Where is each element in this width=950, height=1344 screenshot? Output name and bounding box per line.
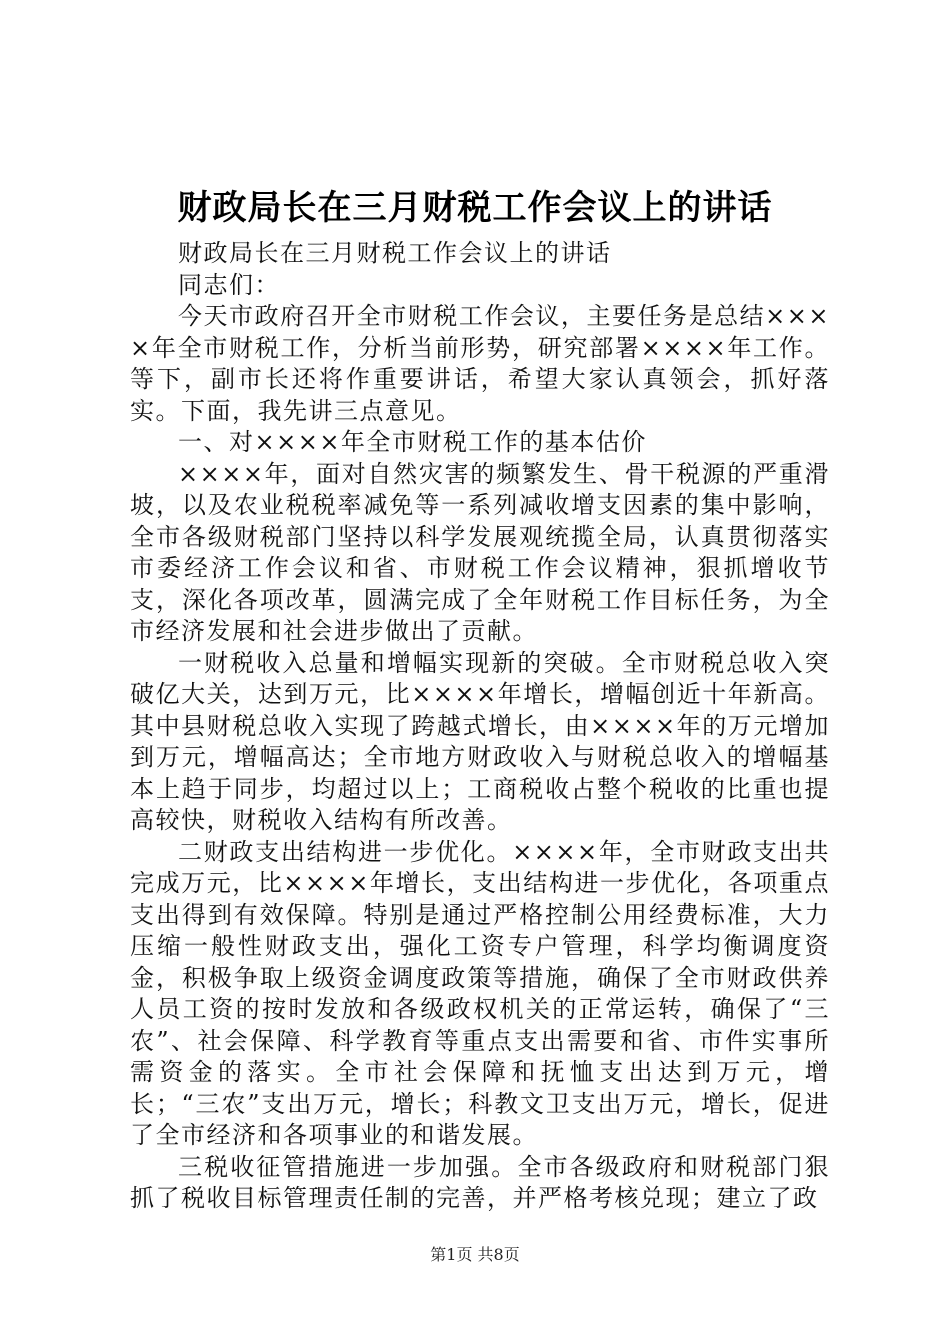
section-heading-1: 一、对××××年全市财税工作的基本估价 [178,428,647,456]
paragraph-intro: 今天市政府召开全市财税工作会议，主要任务是总结××××年全市财税工作，分析当前形势，研究部署××××年工作。等下，副市长还将作重要讲话，希望大家认真领会，抓好落实。下面，我先讲三点意见。 [130,302,830,425]
document-body [130,238,830,1215]
page-footer: 第1页 共8页 [430,1245,520,1264]
paragraph-subtitle: 财政局长在三月财税工作会议上的讲话 [178,239,612,267]
paragraph-salutation: 同志们： [178,270,280,299]
paragraph: ××××年，面对自然灾害的频繁发生、骨干税源的严重滑坡，以及农业税税率减免等一系列减收增支因素的集中影响，全市各级财税部门坚持以科学发展观统揽全局，认真贯彻落实市委经济工作会议和省、市财税工作会议精神，狠抓增收节支，深化各项改革，圆满完成了全年财税工作目标任务，为全市经济发展和社会进步做出了贡献。 [130,459,830,645]
paragraph: 三税收征管措施进一步加强。全市各级政府和财税部门狠抓了税收目标管理责任制的完善，并严格考核兑现；建立了政 [130,1152,830,1212]
paragraph: 一财税收入总量和增幅实现新的突破。全市财税总收入突破亿大关，达到万元，比××××年增长，增幅创近十年新高。其中县财税总收入实现了跨越式增长，由××××年的万元增加到万元，增幅高达；全市地方财政收入与财税总收入的增幅基本上趋于同步，均超过以上；工商税收占整个税收的比重也提高较快，财税收入结构有所改善。 [130,648,830,834]
document-title: 财政局长在三月财税工作会议上的讲话 [177,188,773,228]
paragraph: 二财政支出结构进一步优化。××××年，全市财政支出共完成万元，比××××年增长，支出结构进一步优化，各项重点支出得到有效保障。特别是通过严格控制公用经费标准，大力压缩一般性财政支出，强化工资专户管理，科学均衡调度资金，积极争取上级资金调度政策等措施，确保了全市财政供养人员工资的按时发放和各级政权机关的正常运转，确保了“三农”、社会保障、科学教育等重点支出需要和省、市件实事所需资金的落实。全市社会保障和抚恤支出达到万元，增长；“三农”支出万元，增长；科教文卫支出万元，增长，促进了全市经济和各项事业的和谐发展。 [130,837,830,1149]
